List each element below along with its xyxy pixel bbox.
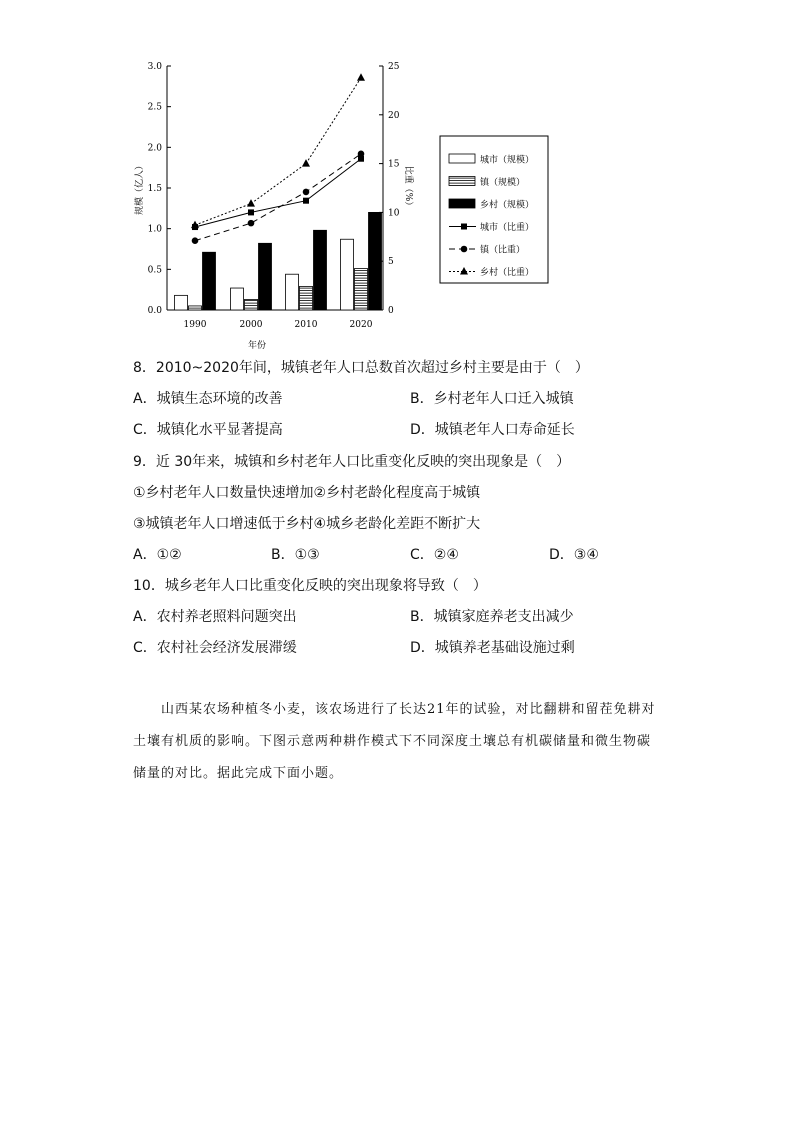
right-tick-label: 5 (388, 257, 394, 268)
circle-marker (303, 189, 310, 196)
circle-marker (358, 151, 365, 158)
legend-label: 城市（比重） (480, 223, 535, 233)
bar-group (175, 212, 382, 310)
left-tick-label: 0.5 (147, 265, 162, 276)
circle-marker (248, 220, 255, 227)
square-marker (248, 209, 254, 215)
q9-option-d[interactable]: D．③④ (549, 547, 599, 563)
q9-statements-1: ①乡村老年人口数量快速增加②乡村老龄化程度高于城镇 (133, 485, 481, 501)
left-tick-label: 2.0 (147, 143, 162, 154)
circle-marker (461, 246, 468, 253)
left-axis-title: 规模（亿人） (135, 160, 145, 216)
triangle-marker (357, 73, 365, 81)
right-tick-label: 15 (388, 159, 400, 170)
bar (286, 274, 299, 310)
left-tick-label: 3.0 (147, 62, 162, 72)
legend-swatch (449, 199, 475, 208)
legend-label: 镇（比重） (480, 245, 526, 256)
bar (175, 295, 188, 310)
q8-option-d[interactable]: D．城镇老年人口寿命延长 (410, 422, 575, 438)
population-aging-chart (0, 0, 794, 360)
bar (300, 286, 313, 310)
bar (355, 269, 368, 310)
x-tick-label: 2010 (294, 320, 318, 330)
right-axis-title: 比重（%） (403, 165, 413, 211)
question-10-stem: 10．城乡老年人口比重变化反映的突出现象将导致（ ） (133, 578, 487, 594)
bar (259, 243, 272, 310)
bar (203, 252, 216, 310)
bar (369, 212, 382, 310)
triangle-marker (247, 199, 255, 207)
right-tick-label: 0 (388, 306, 394, 316)
q10-option-d[interactable]: D．城镇养老基础设施过剩 (410, 640, 575, 656)
bar (314, 230, 327, 310)
chart-legend (440, 136, 548, 283)
series-line (195, 159, 361, 227)
question-9-stem: 9．近 30年来，城镇和乡村老年人口比重变化反映的突出现象是（ ） (133, 454, 571, 470)
q9-statements-2: ③城镇老年人口增速低于乡村④城乡老龄化差距不断扩大 (133, 516, 481, 532)
q8-option-c[interactable]: C．城镇化水平显著提高 (133, 422, 283, 438)
bar (189, 306, 202, 310)
right-tick-label: 10 (388, 208, 400, 219)
right-tick-label: 25 (388, 62, 400, 72)
x-tick-label: 2000 (239, 320, 263, 330)
x-tick-label: 1990 (183, 320, 207, 330)
question-8-stem: 8．2010~2020年间，城镇老年人口总数首次超过乡村主要是由于（ ） (133, 360, 589, 376)
square-marker (461, 224, 467, 230)
legend-label: 镇（规模） (480, 178, 526, 188)
legend-swatch (449, 177, 475, 186)
q9-option-b[interactable]: B．①③ (271, 547, 320, 563)
left-tick-label: 1.5 (147, 184, 162, 194)
passage-intro: 山西某农场种植冬小麦，该农场进行了长达21年的试验，对比翻耕和留茬免耕对土壤有机质的影响。下图示意两种耕作模式下不同深度土壤总有机碳储量和微生物碳储量的对比。据此完成下面小题。 (133, 702, 656, 781)
q10-option-b[interactable]: B．城镇家庭养老支出减少 (410, 609, 574, 625)
q9-option-c[interactable]: C．②④ (410, 547, 459, 563)
x-axis-title: 年份 (247, 341, 267, 351)
legend-label: 城市（规模） (480, 155, 535, 166)
q8-option-b[interactable]: B．乡村老年人口迁入城镇 (410, 391, 574, 407)
line-group (191, 73, 365, 244)
legend-label: 乡村（规模） (480, 200, 535, 211)
left-tick-label: 0.0 (147, 306, 162, 316)
x-tick-label: 2020 (349, 320, 373, 330)
left-tick-label: 2.5 (147, 102, 162, 113)
bar (341, 239, 354, 310)
series-line (195, 78, 361, 225)
q9-option-a[interactable]: A．①② (133, 547, 182, 563)
q8-option-a[interactable]: A．城镇生态环境的改善 (133, 391, 283, 407)
triangle-marker (302, 159, 310, 167)
legend-swatch (449, 154, 475, 163)
bar (231, 288, 244, 310)
circle-marker (192, 237, 199, 244)
right-tick-label: 20 (388, 110, 400, 121)
square-marker (303, 198, 309, 204)
series-line (195, 154, 361, 241)
left-tick-label: 1.0 (147, 224, 162, 235)
q10-option-a[interactable]: A．农村养老照料问题突出 (133, 609, 297, 625)
legend-label: 乡村（比重） (480, 268, 535, 278)
bar (245, 299, 258, 310)
q10-option-c[interactable]: C．农村社会经济发展滞缓 (133, 640, 297, 656)
